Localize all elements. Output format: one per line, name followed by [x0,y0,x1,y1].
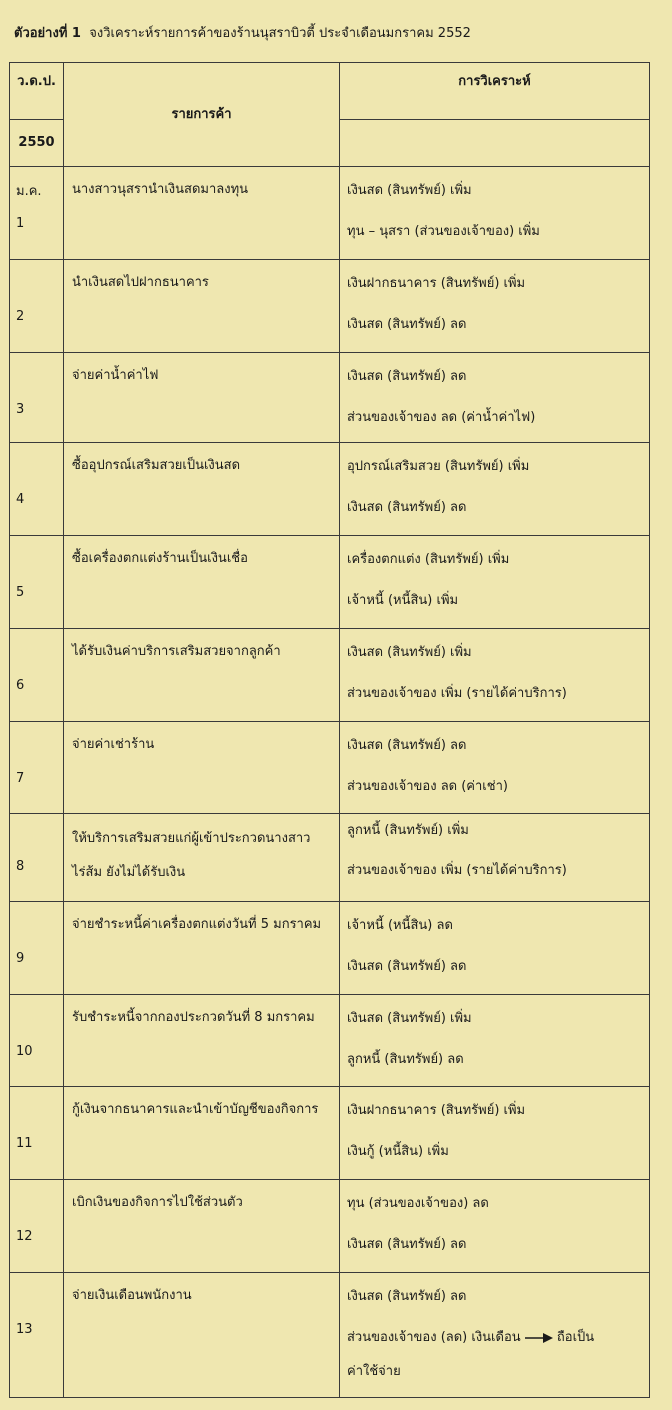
analysis-cell: เงินสด (สินทรัพย์) ลด ส่วนของเจ้าของ ลด (ค่าน้ำค่าไฟ) [340,353,650,443]
transaction-cell: นางสาวนุสรานำเงินสดมาลงทุน [64,167,340,260]
transaction-cell: กู้เงินจากธนาคารและนำเข้าบัญชีของกิจการ [64,1087,340,1180]
title-text: จงวิเคราะห์รายการค้าของร้านนุสราบิวตี้ ประจำเดือนมกราคม 2552 [89,26,471,41]
date-cell: 2 [10,260,64,353]
table-row [10,722,650,814]
title-prefix: ตัวอย่างที่ 1 [14,26,81,41]
analysis-cell: เงินฝากธนาคาร (สินทรัพย์) เพิ่ม เงินสด (สินทรัพย์) ลด [340,260,650,353]
header-date: ว.ด.ป. [10,63,64,120]
date-cell: 10 [10,995,64,1087]
analysis-cell: เงินสด (สินทรัพย์) เพิ่ม ส่วนของเจ้าของ เพิ่ม (รายได้ค่าบริการ) [340,629,650,722]
date-cell: 9 [10,902,64,995]
transaction-cell: ให้บริการเสริมสวยแก่ผู้เข้าประกวดนางสาว ไร่ส้ม ยังไม่ได้รับเงิน [64,814,340,902]
analysis-cell: เงินสด (สินทรัพย์) ลด ส่วนของเจ้าของ (ลด) เงินเดือน ถือเป็น ค่าใช้จ่าย [340,1273,650,1398]
date-cell: 13 [10,1273,64,1398]
table-row [10,1180,650,1273]
date-cell: 8 [10,814,64,902]
header-year: 2550 [10,120,64,167]
table-row [10,536,650,629]
table-row [10,902,650,995]
date-cell: 6 [10,629,64,722]
analysis-cell: เงินสด (สินทรัพย์) เพิ่ม ลูกหนี้ (สินทรัพย์) ลด [340,995,650,1087]
transaction-analysis-table [9,62,650,1398]
date-cell [10,167,64,260]
page-title [14,22,471,43]
transaction-cell: ได้รับเงินค่าบริการเสริมสวยจากลูกค้า [64,629,340,722]
table-row [10,167,650,260]
analysis-cell: ทุน (ส่วนของเจ้าของ) ลด เงินสด (สินทรัพย์) ลด [340,1180,650,1273]
date-cell: 4 [10,443,64,536]
analysis-cell: อุปกรณ์เสริมสวย (สินทรัพย์) เพิ่ม เงินสด (สินทรัพย์) ลด [340,443,650,536]
header-analysis: การวิเคราะห์ [340,63,650,120]
analysis-cell: เจ้าหนี้ (หนี้สิน) ลด เงินสด (สินทรัพย์) ลด [340,902,650,995]
transaction-cell: จ่ายค่าเช่าร้าน [64,722,340,814]
transaction-cell: จ่ายค่าน้ำค่าไฟ [64,353,340,443]
transaction-cell: จ่ายชำระหนี้ค่าเครื่องตกแต่งวันที่ 5 มกราคม [64,902,340,995]
table-row [10,629,650,722]
analysis-with-arrow: ส่วนของเจ้าของ (ลด) เงินเดือน ถือเป็น [347,1330,595,1345]
table-row [10,260,650,353]
table-row [10,353,650,443]
day-label: 1 [16,216,25,231]
date-cell: 11 [10,1087,64,1180]
date-cell: 7 [10,722,64,814]
transaction-cell: จ่ายเงินเดือนพนักงาน [64,1273,340,1398]
table-row [10,443,650,536]
date-cell: 12 [10,1180,64,1273]
header-row [10,63,650,120]
date-cell: 3 [10,353,64,443]
transaction-cell: ซื้อเครื่องตกแต่งร้านเป็นเงินเชื่อ [64,536,340,629]
header-transaction: รายการค้า [64,63,340,167]
transaction-cell: รับชำระหนี้จากกองประกวดวันที่ 8 มกราคม [64,995,340,1087]
analysis-cell: เงินสด (สินทรัพย์) เพิ่ม ทุน – นุสรา (ส่วนของเจ้าของ) เพิ่ม [340,167,650,260]
analysis-cell: เครื่องตกแต่ง (สินทรัพย์) เพิ่ม เจ้าหนี้ (หนี้สิน) เพิ่ม [340,536,650,629]
arrow-right-icon [525,1333,553,1343]
date-cell: 5 [10,536,64,629]
transaction-cell: ซื้ออุปกรณ์เสริมสวยเป็นเงินสด [64,443,340,536]
transaction-cell: นำเงินสดไปฝากธนาคาร [64,260,340,353]
table-row [10,1087,650,1180]
table-row [10,995,650,1087]
table-row [10,814,650,902]
table-row [10,1273,650,1398]
analysis-cell: ลูกหนี้ (สินทรัพย์) เพิ่ม ส่วนของเจ้าของ เพิ่ม (รายได้ค่าบริการ) [340,814,650,902]
analysis-cell: เงินฝากธนาคาร (สินทรัพย์) เพิ่ม เงินกู้ (หนี้สิน) เพิ่ม [340,1087,650,1180]
transaction-cell: เบิกเงินของกิจการไปใช้ส่วนตัว [64,1180,340,1273]
header-analysis-blank [340,120,650,167]
analysis-cell: เงินสด (สินทรัพย์) ลด ส่วนของเจ้าของ ลด (ค่าเช่า) [340,722,650,814]
month-label: ม.ค. [16,184,42,199]
